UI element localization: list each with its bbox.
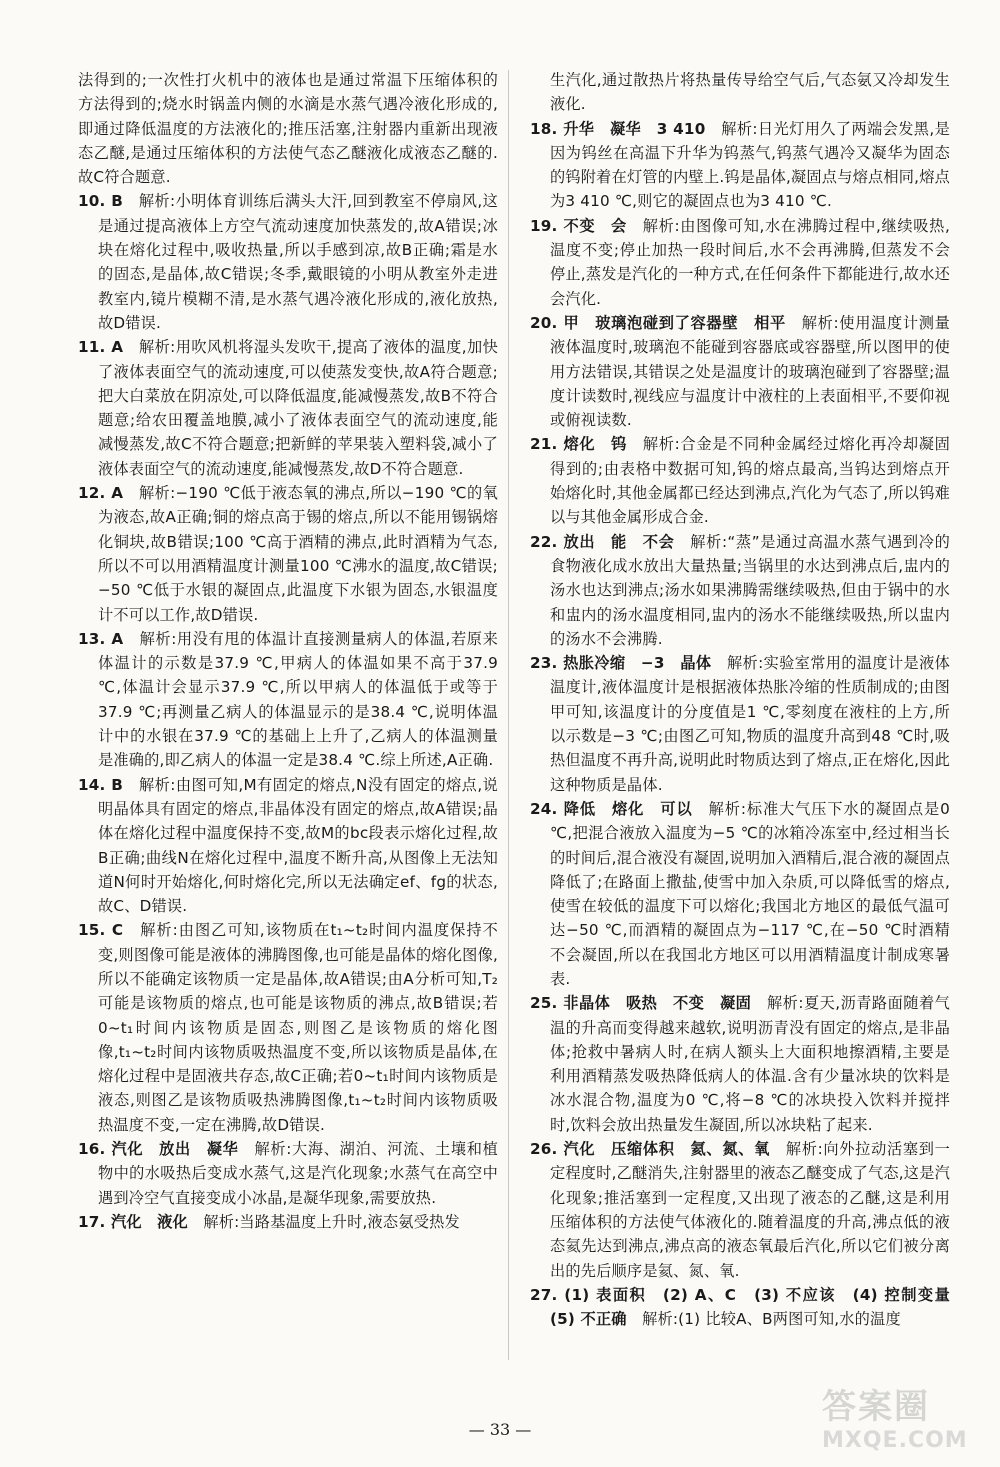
entry-explanation: 解析:小明体育训练后满头大汗,回到教室不停扇风,这是通过提高液体上方空气流动速度加快蒸发的,故A错误;冰块在熔化过程中,吸收热量,所以手感到凉,故B正确;霜是水的固态,是晶体,故C错误;冬季,戴眼镜的小明从教室外走进教室内,镜片模糊不清,是水蒸气遇冷液化形成的,液化放热,故D错误. — [98, 192, 498, 332]
entry-number: 18. — [530, 119, 558, 138]
answer-entry — [530, 311, 950, 432]
entry-answer: C — [105, 921, 141, 940]
entry-explanation: 解析:夏天,沥青路面随着气温的升高而变得越来越软,说明沥青没有固定的熔点,是非晶体;抢救中暑病人时,在病人额头上大面积地擦酒精,主要是利用酒精蒸发吸热降低病人的体温.含有少量冰块的饮料是冰水混合物,温度为0 ℃,将−8 ℃的冰块投入饮料并搅拌时,饮料会放出热量发生凝固,所以冰块粘了起来. — [550, 994, 950, 1134]
answer-entry — [78, 1137, 498, 1210]
entry-number: 22. — [530, 532, 558, 551]
entry-answer: 汽化 液化 — [105, 1212, 204, 1231]
entry-explanation: 解析:由图像可知,水在沸腾过程中,继续吸热,温度不变;停止加热一段时间后,水不会再沸腾,但蒸发不会停止,蒸发是汽化的一种方式,在任何条件下都能进行,故水还会汽化. — [550, 216, 950, 308]
entry-explanation: 解析:由图可知,M有固定的熔点,N没有固定的熔点,说明晶体具有固定的熔点,非晶体没有固定的熔点,故A错误;晶体在熔化过程中温度保持不变,故M的bc段表示熔化过程,故B正确;曲线N在熔化过程中,温度不断升高,从图像上无法知道N何时开始熔化,何时熔化完,所以无法确定ef、fg的状态,故C、D错误. — [98, 775, 498, 916]
entry-number: 23. — [530, 654, 558, 673]
watermark-bottom: MXQE.COM — [822, 1428, 968, 1453]
entry-number: 11. — [78, 338, 106, 357]
answer-entry — [78, 1210, 498, 1234]
column-divider — [508, 70, 509, 1360]
entry-number: 13. — [78, 629, 106, 648]
entry-explanation: 解析:实验室常用的温度计是液体温度计,液体温度计是根据液体热胀冷缩的性质制成的;由图甲可知,该温度计的分度值是1 ℃,零刻度在液柱的上方,所以示数是−3 ℃;由图乙可知,物质的温度升高到48 ℃时,吸热但温度不再升高,说明此时物质达到了熔点,正在熔化,因此这种物质是晶体. — [550, 654, 951, 794]
entry-answer: 不变 会 — [557, 216, 643, 235]
entry-number: 24. — [530, 799, 558, 818]
entry-number: 25. — [530, 994, 558, 1013]
entry-explanation: 解析:用吹风机将湿头发吹干,提高了液体的温度,加快了液体表面空气的流动速度,可以使蒸发变快,故A符合题意;把大白菜放在阴凉处,可以降低温度,能减慢蒸发,故B不符合题意;给农田覆盖地膜,减小了液体表面空气的流动速度,能减慢蒸发,故C不符合题意;把新鲜的苹果装入塑料袋,减小了液体表面空气的流动速度,能减慢蒸发,故D不符合题意. — [98, 338, 498, 478]
entry-number: 17. — [78, 1212, 106, 1231]
entry-answer: B — [105, 192, 139, 211]
left-intro: 法得到的;一次性打火机中的液体也是通过常温下压缩体积的方法得到的;烧水时锅盖内侧的水滴是水蒸气遇冷液化形成的,即通过降低温度的方法液化的;推压活塞,注射器内重新出现液态乙醚,是通过压缩体积的方法使气态乙醚液化成液态乙醚的.故C符合题意. — [78, 71, 498, 187]
entry-number: 20. — [530, 313, 558, 332]
entry-answer: A — [105, 629, 140, 648]
entry-number: 15. — [78, 921, 106, 940]
answer-entry — [78, 335, 498, 481]
entry-number: 26. — [530, 1140, 558, 1159]
entry-explanation: 解析:−190 ℃低于液态氧的沸点,所以−190 ℃的氧为液态,故A正确;铜的熔点高于锡的熔点,所以不能用锡锅熔化铜块,故B错误;100 ℃高于酒精的沸点,此时酒精为气态,所以不可以用酒精温度计测量100 ℃沸水的温度,故C错误;−50 ℃低于水银的凝固点,此温度下水银为固态,水银温度计不可以工作,故D错误. — [98, 484, 498, 624]
entry-answer: A — [105, 338, 139, 357]
watermark-logo — [822, 1379, 982, 1459]
entry-explanation: 解析:用没有甩的体温计直接测量病人的体温,若原来体温计的示数是37.9 ℃,甲病人的体温如果不高于37.9 ℃,体温计会显示37.9 ℃,所以甲病人的体温低于或等于37.9 ℃;再测量乙病人的体温显示的是38.4 ℃,说明体温计中的水银在37.9 ℃的基础上上升了,乙病人的体温测量是准确的,即乙病人的体温一定是38.4 ℃.综上所述,A正确. — [98, 629, 498, 770]
answer-entry — [530, 1137, 950, 1283]
answer-entry — [530, 432, 950, 529]
entry-number: 10. — [78, 192, 106, 211]
entry-answer: 汽化 放出 凝华 — [105, 1140, 255, 1159]
entry-explanation: 解析:当路基温度上升时,液态氨受热发 — [203, 1212, 460, 1231]
entry-number: 19. — [530, 216, 558, 235]
entry-explanation: 解析:“蒸”是通过高温水蒸气遇到冷的食物液化成水放出大量热量;当锅里的水达到沸点后,盅内的汤水也达到沸点;汤水如果沸腾需继续吸热,但由于锅中的水和盅内的汤水温度相同,盅内的汤水不能继续吸热,所以盅内的汤水不会沸腾. — [550, 532, 951, 648]
entry-explanation: 解析:(1) 比较A、B两图可知,水的温度 — [642, 1310, 901, 1329]
answer-entry — [78, 189, 498, 335]
right-column — [530, 68, 966, 1331]
entry-explanation: 解析:使用温度计测量液体温度时,玻璃泡不能碰到容器底或容器壁,所以图甲的使用方法错误,其错误之处是温度计的玻璃泡碰到了容器壁;温度计读数时,视线应与温度计中液柱的上表面相平,不要仰视或俯视读数. — [550, 313, 950, 430]
entry-answer: 汽化 压缩体积 氦、氮、氧 — [557, 1140, 786, 1159]
answer-entry — [530, 1283, 966, 1332]
right-intro: 生汽化,通过散热片将热量传导给空气后,气态氨又冷却发生液化. — [550, 71, 950, 114]
answer-entry — [78, 481, 498, 627]
entry-number: 27. — [530, 1285, 558, 1304]
entry-answer: 放出 能 不会 — [557, 532, 691, 551]
entry-answer: 非晶体 吸热 不变 凝固 — [557, 994, 767, 1013]
entry-explanation: 解析:合金是不同种金属经过熔化再冷却凝固得到的;由表格中数据可知,钨的熔点最高,当钨达到熔点开始熔化时,其他金属都已经达到沸点,汽化为气态了,所以钨难以与其他金属形成合金. — [550, 435, 950, 527]
entry-answer: 甲 玻璃泡碰到了容器壁 相平 — [557, 313, 802, 332]
entry-explanation: 解析:标准大气压下水的凝固点是0 ℃,把混合液放入温度为−5 ℃的冰箱冷冻室中,经过相当长的时间后,混合液没有凝固,说明加入酒精后,混合液的凝固点降低了;在路面上撒盐,使雪中加入杂质,可以降低雪的熔点,使雪在较低的温度下可以熔化;我国北方地区的最低气温可达−50 ℃,而酒精的凝固点为−117 ℃,在−50 ℃时酒精不会凝固,所以在我国北方地区可以用酒精温度计制成寒暑表. — [550, 799, 950, 988]
answer-entry — [530, 797, 950, 991]
entry-explanation: 解析:由图乙可知,该物质在t₁~t₂时间内温度保持不变,则图像可能是液体的沸腾图像,也可能是晶体的熔化图像,所以不能确定该物质一定是晶体,故A错误;由A分析可知,T₂可能是该物质的熔点,也可能是该物质的沸点,故B错误;若0~t₁时间内该物质是固态,则图乙是该物质的熔化图像,t₁~t₂时间内该物质吸热温度不变,所以该物质是晶体,在熔化过程中是固液共存态,故C正确;若0~t₁时间内该物质是液态,则图乙是该物质吸热沸腾图像,t₁~t₂时间内该物质吸热温度不变,一定在沸腾,故D错误. — [98, 921, 498, 1134]
entry-answer: A — [105, 484, 139, 503]
entry-answer: 热胀冷缩 −3 晶体 — [557, 654, 727, 673]
entry-answer: 升华 凝华 3 410 — [557, 119, 722, 138]
answer-entry — [530, 214, 950, 311]
left-column — [78, 68, 498, 1234]
answer-entry — [530, 117, 950, 214]
right-entries — [530, 117, 966, 1332]
entry-explanation: 解析:向外拉动活塞到一定程度时,乙醚消失,注射器里的液态乙醚变成了气态,这是汽化现象;推活塞到一定程度,又出现了液态的乙醚,这是利用压缩体积的方法使气体液化的.随着温度的升高,沸点低的液态氦先达到沸点,沸点高的液态氧最后汽化,所以它们被分离出的先后顺序是氦、氮、氧. — [550, 1140, 950, 1280]
watermark-top: 答案圈 — [822, 1387, 930, 1427]
entry-number: 16. — [78, 1140, 106, 1159]
entry-answer: (1) 表面积 (2) A、C (3) 不应该 (4) 控制变量 (5) 不正确 — [550, 1285, 966, 1329]
answer-entry — [530, 991, 950, 1137]
entry-number: 14. — [78, 775, 106, 794]
answer-entry — [78, 773, 498, 919]
page-number: — 33 — — [468, 1420, 532, 1439]
entry-explanation: 解析:日光灯用久了两端会发黑,是因为钨丝在高温下升华为钨蒸气,钨蒸气遇冷又凝华为固态的钨附着在灯管的内壁上.钨是晶体,凝固点与熔点相同,熔点为3 410 ℃,则它的凝固点也为3 410 ℃. — [550, 119, 950, 211]
entry-explanation: 解析:大海、湖泊、河流、土壤和植物中的水吸热后变成水蒸气,这是汽化现象;水蒸气在高空中遇到冷空气直接变成小冰晶,是凝华现象,需要放热. — [98, 1140, 498, 1207]
entry-number: 21. — [530, 435, 558, 454]
answer-entry — [530, 530, 950, 651]
answer-entry — [530, 651, 950, 797]
left-entries — [78, 189, 498, 1234]
entry-answer: 降低 熔化 可以 — [557, 799, 709, 818]
answer-entry — [78, 627, 498, 773]
entry-number: 12. — [78, 484, 106, 503]
answer-entry — [78, 918, 498, 1137]
entry-answer: B — [105, 775, 139, 794]
entry-answer: 熔化 钨 — [557, 435, 643, 454]
